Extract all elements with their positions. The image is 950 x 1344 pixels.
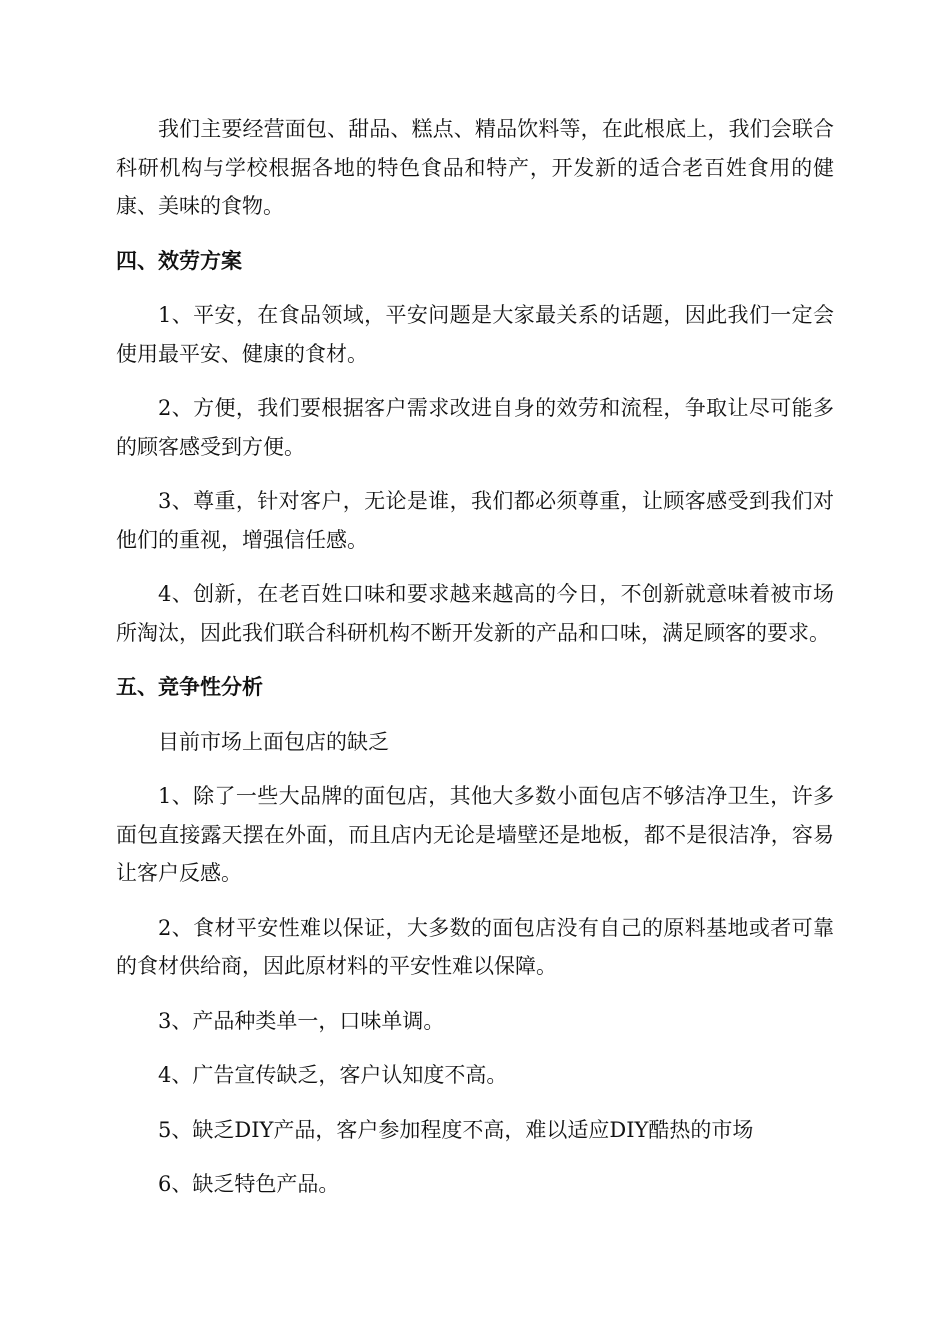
list-item: 6、缺乏特色产品。 [158, 1172, 340, 1196]
list-item: 4、创新，在老百姓口味和要求越来越高的今日，不创新就意味着被市场所淘汰，因此我们联合科研机构不断开发新的产品和口味，满足顾客的要求。 [116, 582, 834, 645]
list-item: 3、尊重，针对客户，无论是谁，我们都必须尊重，让顾客感受到我们对他们的重视，增强信任感。 [116, 489, 834, 552]
document-body [116, 110, 834, 1220]
list-item: 5、缺乏DIY产品，客户参加程度不高，难以适应DIY酷热的市场 [158, 1117, 754, 1142]
list-item: 4、广告宣传缺乏，客户认知度不高。 [158, 1063, 508, 1087]
list-item: 2、方便，我们要根据客户需求改进自身的效劳和流程，争取让尽可能多的顾客感受到方便。 [116, 396, 834, 459]
section-heading-service-plan: 四、效劳方案 [116, 248, 242, 273]
section-heading-competitive-analysis: 五、竞争性分析 [116, 675, 263, 699]
list-item: 2、食材平安性难以保证，大多数的面包店没有自己的原料基地或者可靠的食材供给商，因此原材料的平安性难以保障。 [116, 915, 834, 978]
section-intro: 目前市场上面包店的缺乏 [158, 729, 389, 754]
list-item: 1、除了一些大品牌的面包店，其他大多数小面包店不够洁净卫生，许多面包直接露天摆在外面，而且店内无论是墙壁还是地板，都不是很洁净，容易让客户反感。 [116, 784, 834, 885]
list-item: 3、产品种类单一，口味单调。 [158, 1008, 445, 1033]
intro-paragraph: 我们主要经营面包、甜品、糕点、精品饮料等，在此根底上，我们会联合科研机构与学校根据各地的特色食品和特产，开发新的适合老百姓食用的健康、美味的食物。 [116, 117, 834, 218]
list-item: 1、平安，在食品领域，平安问题是大家最关系的话题，因此我们一定会使用最平安、健康的食材。 [116, 303, 834, 366]
